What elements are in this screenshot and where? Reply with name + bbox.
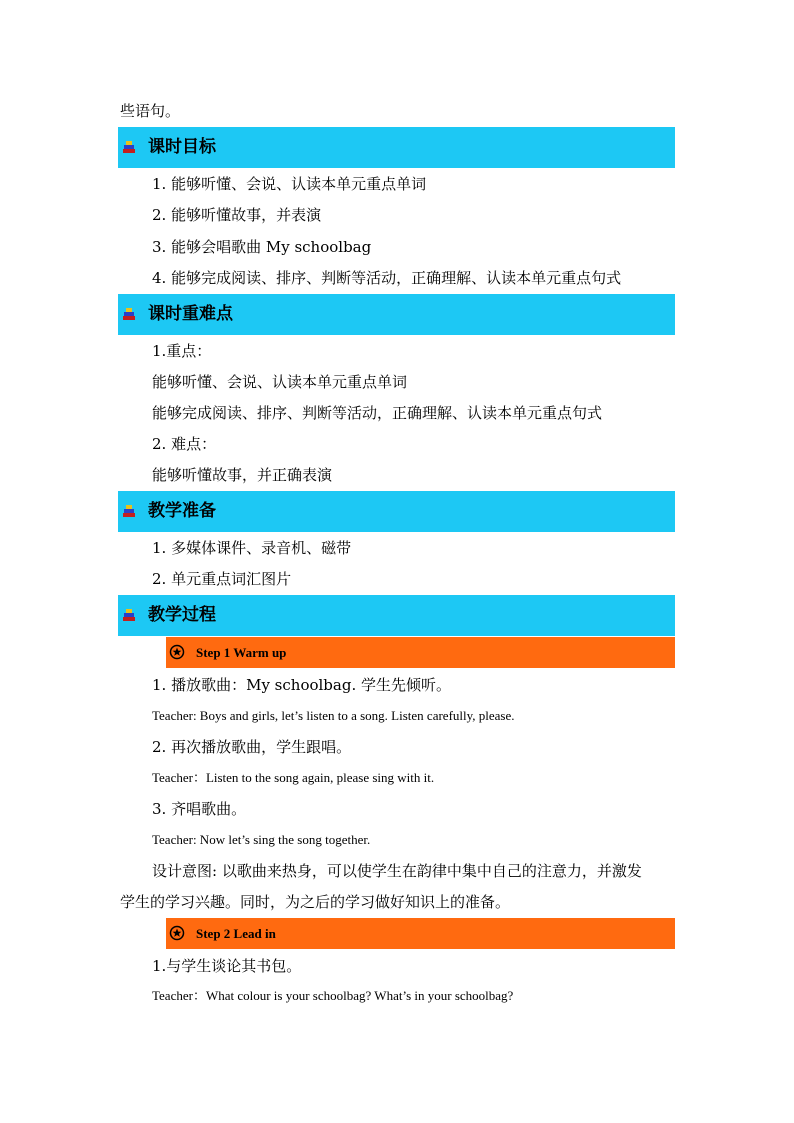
section-title: 课时重难点 xyxy=(148,304,233,324)
section-title: 教学准备 xyxy=(148,501,216,521)
step-header-warm-up xyxy=(166,637,675,668)
step-line: 2. 再次播放歌曲，学生跟唱。 xyxy=(152,738,352,756)
step-title: Step 1 Warm up xyxy=(196,645,287,660)
section-header-process xyxy=(118,595,675,636)
book-stack-icon xyxy=(122,307,136,321)
section-header-objectives xyxy=(118,127,675,168)
teacher-line: Teacher: Boys and girls, let’s listen to a song. Listen carefully, please. xyxy=(152,708,515,723)
list-item: 2. 能够听懂故事，并表演 xyxy=(152,206,322,224)
section-title: 教学过程 xyxy=(148,605,216,625)
section-title: 课时目标 xyxy=(148,137,216,157)
teacher-line: Teacher：Listen to the song again, please sing with it. xyxy=(152,770,435,785)
book-stack-icon xyxy=(122,140,136,154)
teacher-line: Teacher：What colour is your schoolbag? What’s in your schoolbag? xyxy=(152,988,514,1003)
list-item: 能够听懂、会说、认读本单元重点单词 xyxy=(152,373,408,391)
list-item: 能够完成阅读、排序、判断等活动，正确理解、认读本单元重点句式 xyxy=(152,404,603,422)
list-item: 3. 能够会唱歌曲 My schoolbag xyxy=(152,238,372,256)
difficulty-label: 2. 难点： xyxy=(152,435,217,453)
list-item: 1. 多媒体课件、录音机、磁带 xyxy=(152,539,352,557)
list-item: 1. 能够听懂、会说、认读本单元重点单词 xyxy=(152,175,427,193)
list-item: 能够听懂故事，并正确表演 xyxy=(152,466,333,484)
list-item: 4. 能够完成阅读、排序、判断等活动，正确理解、认读本单元重点句式 xyxy=(152,269,622,287)
step-line: 1.与学生谈论其书包。 xyxy=(152,957,302,975)
intro-tail-text: 些语句。 xyxy=(120,102,181,120)
star-circle-icon xyxy=(169,925,185,941)
book-stack-icon xyxy=(122,608,136,622)
section-header-preparation xyxy=(118,491,675,532)
design-intent-line: 学生的学习兴趣。同时，为之后的学习做好知识上的准备。 xyxy=(120,893,511,911)
section-header-key-points xyxy=(118,294,675,335)
step-line: 3. 齐唱歌曲。 xyxy=(152,800,247,818)
book-stack-icon xyxy=(122,504,136,518)
teacher-line: Teacher: Now let’s sing the song together. xyxy=(152,832,371,847)
step-title: Step 2 Lead in xyxy=(196,926,276,941)
star-circle-icon xyxy=(169,644,185,660)
key-label: 1.重点： xyxy=(152,342,212,360)
step-line: 1. 播放歌曲：My schoolbag. 学生先倾听。 xyxy=(152,676,451,694)
design-intent-line: 设计意图: 以歌曲来热身，可以使学生在韵律中集中自己的注意力，并激发 xyxy=(152,862,642,880)
step-header-lead-in xyxy=(166,918,675,949)
list-item: 2. 单元重点词汇图片 xyxy=(152,570,292,588)
